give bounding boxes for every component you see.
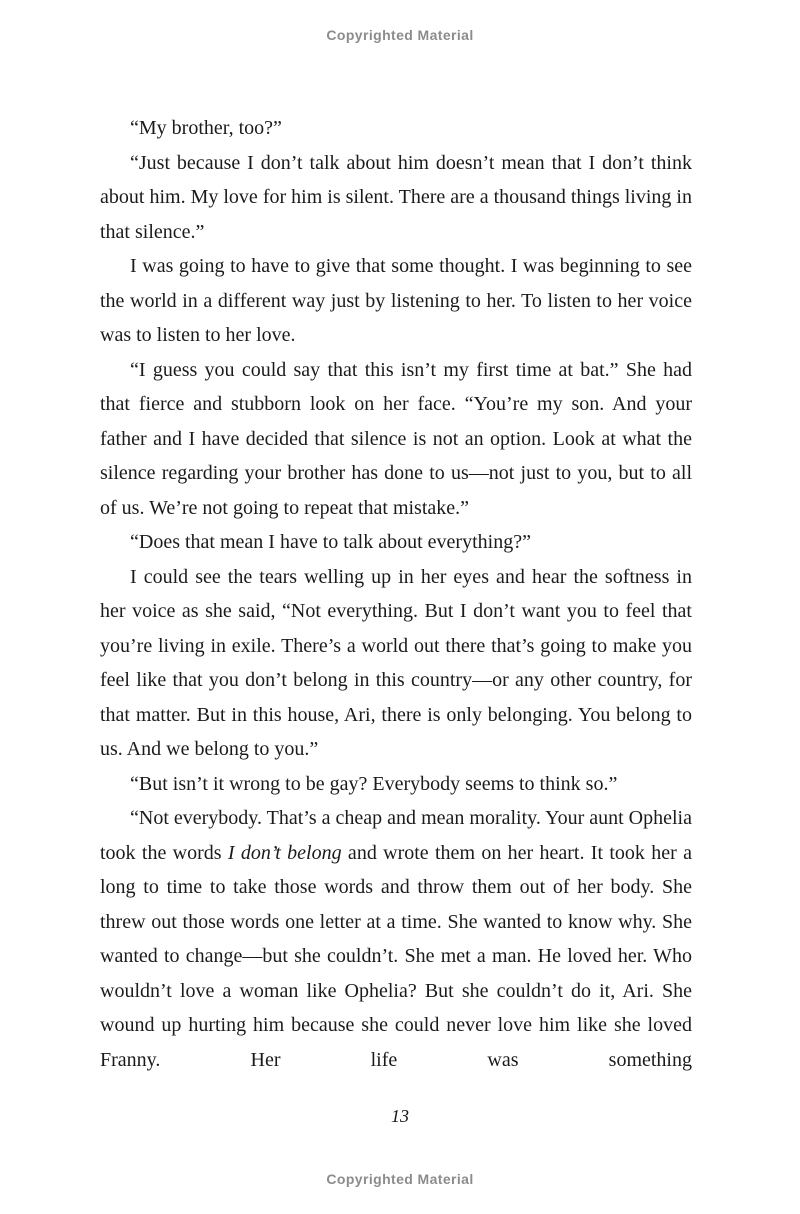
paragraph [100,767,692,802]
page-number: 13 [391,1106,409,1126]
paragraph [100,801,692,1077]
paragraph [100,560,692,767]
text-run: “Just because I don’t talk about him doesn’t mean that I don’t think about him. My love for him is silent. There are a thousand things living in that silence.” [100,151,692,243]
text-run: “I guess you could say that this isn’t my first time at bat.” She had that fierce and stubborn look on her face. “You’re my son. And your father and I have decided that silence is not an option. Look at what the silence regarding your brother has done to us—not just to you, but to all of us. We’re not going to repeat that mistake.” [100,358,692,519]
text-run: “Not everybody. That’s a cheap and mean morality. Your aunt Ophelia took the words [100,807,692,864]
text-run: I could see the tears welling up in her eyes and hear the softness in her voice as she said, “Not everything. But I don’t want you to feel that you’re living in exile. There’s a world out there that’s going to make you feel like that you don’t belong in this country—or any other country, for that matter. But in this house, Ari, there is only belonging. You belong to us. And we belong to you.” [100,565,692,760]
body-text [100,111,692,1077]
italic-text-run: I don’t belong [227,841,342,864]
copyright-notice-top: Copyrighted Material [326,27,474,43]
paragraph [100,525,692,560]
paragraph [100,249,692,353]
paragraph [100,353,692,526]
text-run: I was going to have to give that some thought. I was beginning to see the world in a different way just by listening to her. To listen to her voice was to listen to her love. [100,255,692,346]
text-run: and wrote them on her heart. It took her a long to time to take those words and throw them out of her body. She threw out those words one letter at a time. She wanted to know why. She wanted to change—but she couldn’t. She met a man. He loved her. Who wouldn’t love a woman like Ophelia? But she couldn’t do it, Ari. She wound up hurting him because she could never love him like she loved Franny. Her life was something [100,841,692,1071]
copyright-notice-bottom: Copyrighted Material [326,1171,474,1187]
paragraph [100,111,692,146]
text-run: “Does that mean I have to talk about everything?” [130,531,531,553]
text-run: “My brother, too?” [130,117,282,139]
paragraph [100,146,692,250]
text-run: “But isn’t it wrong to be gay? Everybody seems to think so.” [130,772,618,795]
